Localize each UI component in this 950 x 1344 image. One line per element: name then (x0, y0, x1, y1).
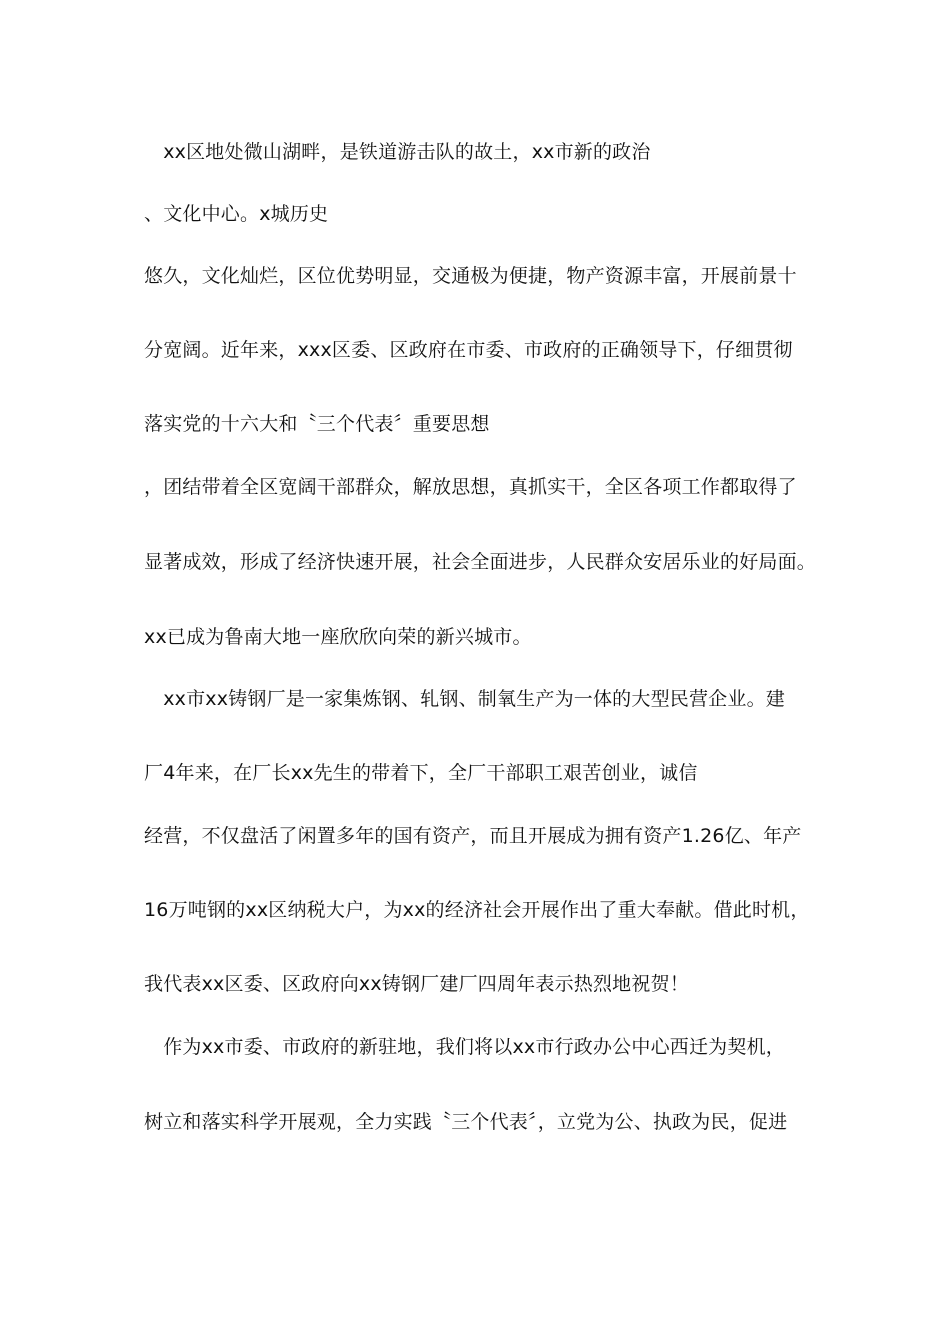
text-line: 落实党的十六大和〝三个代表〞重要思想 (144, 413, 490, 435)
text-line: 、文化中心。x城历史 (144, 203, 329, 225)
text-line: xx区地处微山湖畔，是铁道游击队的故土，xx市新的政治 (144, 141, 651, 163)
text-line: xx已成为鲁南大地一座欣欣向荣的新兴城市。 (144, 626, 532, 648)
text-line: 显著成效，形成了经济快速开展，社会全面进步，人民群众安居乐业的好局面。 (144, 551, 817, 573)
text-line: ，团结带着全区宽阔干部群众，解放思想，真抓实干，全区各项工作都取得了 (144, 476, 797, 498)
text-line: 16万吨钢的xx区纳税大户，为xx的经济社会开展作出了重大奉献。借此时机， (144, 899, 810, 921)
text-line: 经营，不仅盘活了闲置多年的国有资产，而且开展成为拥有资产1.26亿、年产 (144, 825, 802, 847)
text-line: 树立和落实科学开展观，全力实践〝三个代表〞，立党为公、执政为民，促进 (144, 1111, 788, 1133)
text-line: 悠久，文化灿烂，区位优势明显，交通极为便捷，物产资源丰富，开展前景十 (144, 265, 797, 287)
text-line: xx市xx铸钢厂是一家集炼钢、轧钢、制氧生产为一体的大型民营企业。建 (144, 688, 785, 710)
text-line: 我代表xx区委、区政府向xx铸钢厂建厂四周年表示热烈地祝贺！ (144, 973, 689, 995)
text-line: 厂4年来，在厂长xx先生的带着下，全厂干部职工艰苦创业，诚信 (144, 762, 698, 784)
text-line: 分宽阔。近年来，xxx区委、区政府在市委、市政府的正确领导下，仔细贯彻 (144, 339, 793, 361)
text-line: 作为xx市委、市政府的新驻地，我们将以xx市行政办公中心西迁为契机， (144, 1036, 785, 1058)
